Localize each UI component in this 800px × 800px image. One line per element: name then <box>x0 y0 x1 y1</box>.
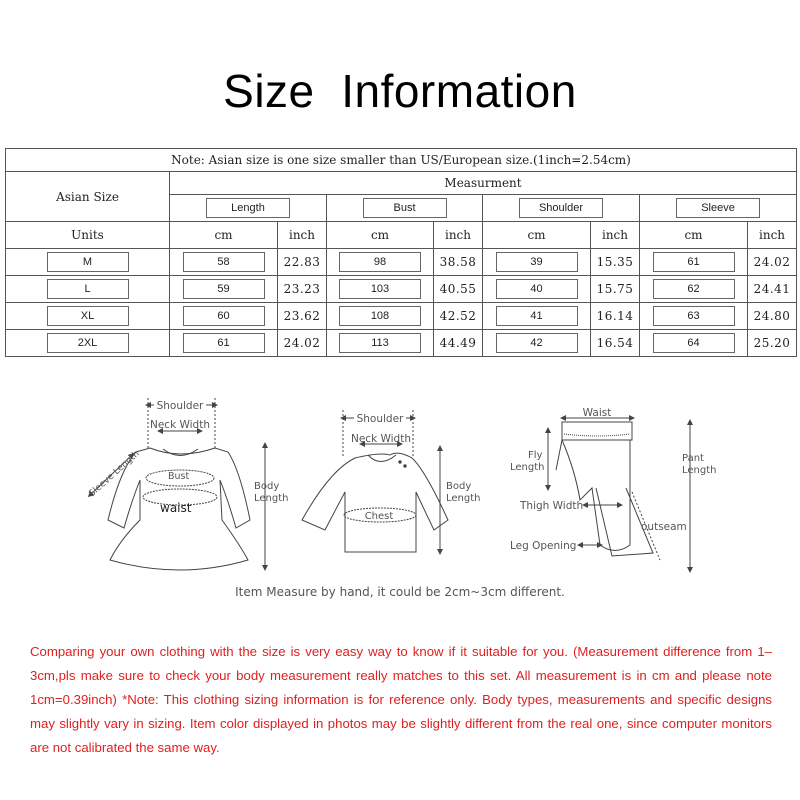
value-cell: 61 <box>183 333 265 353</box>
inch-cell: 38.58 <box>434 249 483 276</box>
column-label-bust: Bust <box>363 198 447 218</box>
table-row <box>6 249 797 276</box>
pants-outseam-label: outseam <box>641 521 687 533</box>
page-title <box>0 64 800 118</box>
inch-cell: 23.62 <box>278 303 327 330</box>
pants-leg-opening-label: Leg Opening <box>510 540 577 552</box>
unit-inch: inch <box>278 222 327 249</box>
asian-size-header: Asian Size <box>6 172 170 222</box>
value-cell: 98 <box>339 252 421 272</box>
unit-inch: inch <box>748 222 797 249</box>
inch-cell: 44.49 <box>434 330 483 357</box>
pants-fly-length-label <box>510 450 545 473</box>
dress-waist-label: waist <box>160 501 192 515</box>
shirt-body-length-line1: Body <box>446 481 472 492</box>
dress-bust-label: Bust <box>168 471 190 482</box>
inch-cell: 22.83 <box>278 249 327 276</box>
pants-pant-length-line1: Pant <box>682 453 704 464</box>
size-table <box>5 148 797 357</box>
dress-body-length-line2: Length <box>254 493 289 504</box>
inch-cell: 24.41 <box>748 276 797 303</box>
unit-inch: inch <box>434 222 483 249</box>
measurement-diagrams <box>0 380 800 590</box>
value-cell: 62 <box>653 279 735 299</box>
value-cell: 63 <box>653 306 735 326</box>
value-cell: 103 <box>339 279 421 299</box>
dress-sleeve-length-label: Sleeve Length <box>87 448 142 500</box>
value-cell: 42 <box>496 333 578 353</box>
column-label-length: Length <box>206 198 290 218</box>
unit-cm: cm <box>483 222 591 249</box>
value-cell: 113 <box>339 333 421 353</box>
value-cell: 58 <box>183 252 265 272</box>
value-cell: 41 <box>496 306 578 326</box>
pants-waist-label: Waist <box>582 407 612 419</box>
value-cell: 61 <box>653 252 735 272</box>
inch-cell: 24.02 <box>278 330 327 357</box>
column-label-shoulder: Shoulder <box>519 198 603 218</box>
pants-thigh-width-label: Thigh Width <box>520 500 584 512</box>
shirt-diagram <box>302 410 448 552</box>
measurement-header: Measurment <box>170 172 797 195</box>
column-bust <box>327 195 483 222</box>
inch-cell: 15.35 <box>591 249 640 276</box>
dress-neck-width-label: Neck Width <box>149 419 211 431</box>
unit-cm: cm <box>640 222 748 249</box>
pants-pant-length-label <box>682 453 717 476</box>
shirt-chest-label: Chest <box>364 511 394 522</box>
inch-cell: 24.80 <box>748 303 797 330</box>
table-row <box>6 330 797 357</box>
table-row <box>6 303 797 330</box>
size-cell: 2XL <box>47 333 129 353</box>
inch-cell: 40.55 <box>434 276 483 303</box>
size-cell: L <box>47 279 129 299</box>
column-shoulder <box>483 195 640 222</box>
inch-cell: 23.23 <box>278 276 327 303</box>
pants-fly-length-line1: Fly <box>528 450 543 461</box>
measure-caption: Item Measure by hand, it could be 2cm~3cm different. <box>235 585 565 599</box>
title-word-size: Size <box>223 65 315 117</box>
shirt-neck-width-label: Neck Width <box>350 433 412 445</box>
pants-pant-length-line2: Length <box>682 465 717 476</box>
column-label-sleeve: Sleeve <box>676 198 760 218</box>
units-label: Units <box>6 222 170 249</box>
inch-cell: 15.75 <box>591 276 640 303</box>
unit-cm: cm <box>170 222 278 249</box>
units-row <box>6 222 797 249</box>
inch-cell: 24.02 <box>748 249 797 276</box>
table-row <box>6 276 797 303</box>
value-cell: 39 <box>496 252 578 272</box>
inch-cell: 25.20 <box>748 330 797 357</box>
size-cell: XL <box>47 306 129 326</box>
sizing-notice: Comparing your own clothing with the size is very easy way to know if it suitable for you. (Measurement difference from 1– 3cm,pls make sure to check your body measurement really matches to this set. All measurement is in cm and please note 1cm=0.39inch) *Note: This clothing sizing information is for reference only. Body types, measurements and specific designs may slightly vary in sizing. Item color displayed in photos may be slightly different from the real one, since computer monitors are not calibrated the same way. <box>30 644 772 755</box>
dress-body-length-line1: Body <box>254 481 280 492</box>
column-length <box>170 195 327 222</box>
size-note: Note: Asian size is one size smaller than US/European size.(1inch=2.54cm) <box>6 149 797 172</box>
unit-cm: cm <box>327 222 434 249</box>
dress-body-length-label <box>254 481 289 504</box>
shirt-body-length-label <box>446 481 481 504</box>
value-cell: 60 <box>183 306 265 326</box>
inch-cell: 42.52 <box>434 303 483 330</box>
unit-inch: inch <box>591 222 640 249</box>
shirt-shoulder-label: Shoulder <box>356 413 404 425</box>
column-sleeve <box>640 195 797 222</box>
value-cell: 64 <box>653 333 735 353</box>
inch-cell: 16.14 <box>591 303 640 330</box>
pants-fly-length-line2: Length <box>510 462 545 473</box>
value-cell: 40 <box>496 279 578 299</box>
shirt-body-length-line2: Length <box>446 493 481 504</box>
value-cell: 59 <box>183 279 265 299</box>
value-cell: 108 <box>339 306 421 326</box>
title-word-information: Information <box>341 65 577 117</box>
size-cell: M <box>47 252 129 272</box>
inch-cell: 16.54 <box>591 330 640 357</box>
dress-shoulder-label: Shoulder <box>156 400 204 412</box>
